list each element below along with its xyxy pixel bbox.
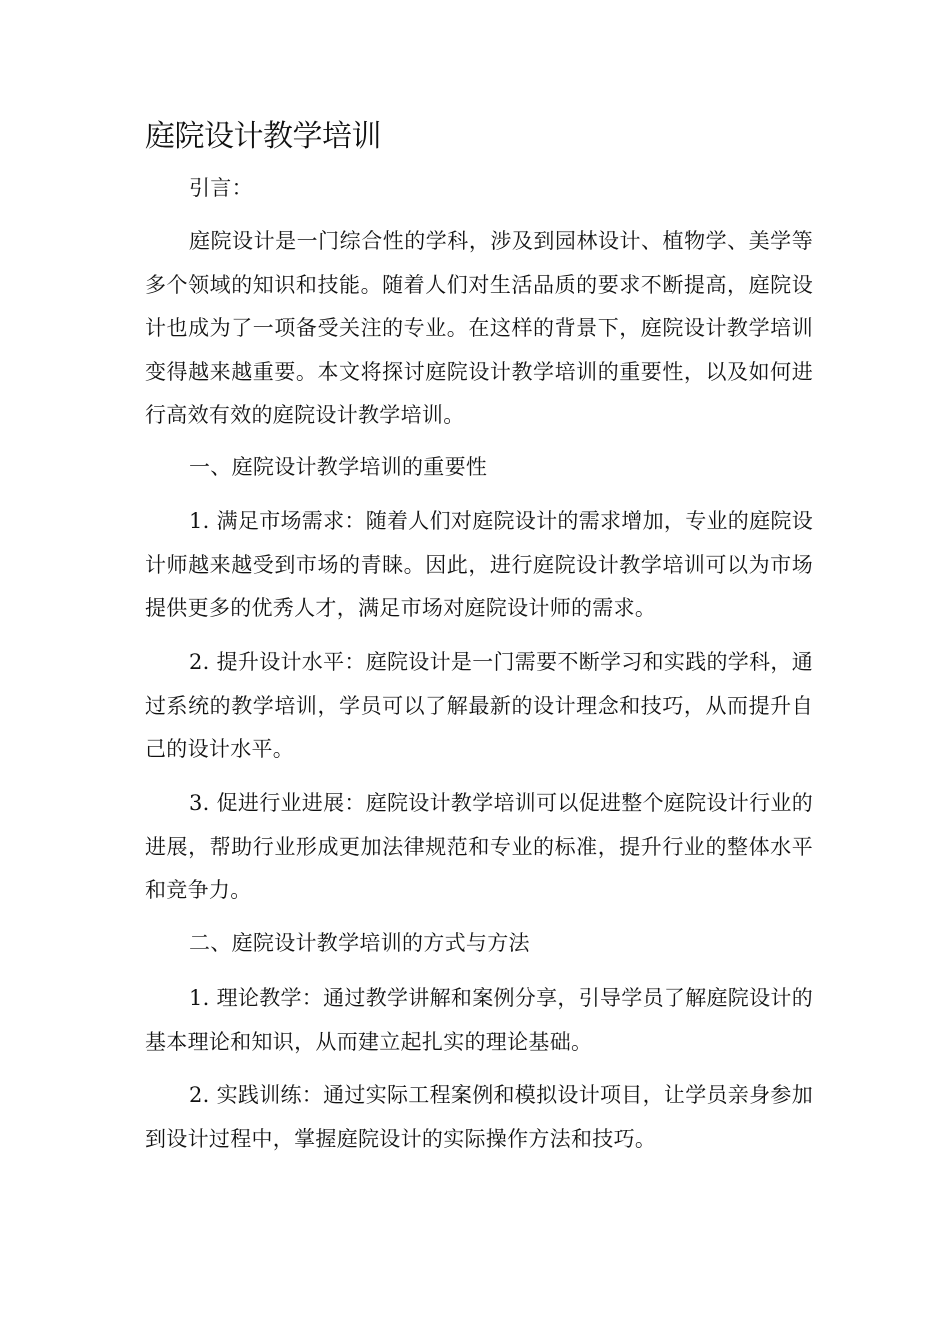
section2-item-1: 1. 理论教学：通过教学讲解和案例分享，引导学员了解庭院设计的基本理论和知识，从而建立起扎实的理论基础。 [145, 986, 814, 1054]
document-title: 庭院设计教学培训 [145, 119, 381, 154]
section2-heading: 二、庭院设计教学培训的方式与方法 [189, 931, 530, 955]
section2-item-2: 2. 实践训练：通过实际工程案例和模拟设计项目，让学员亲身参加到设计过程中，掌握庭院设计的实际操作方法和技巧。 [145, 1083, 814, 1151]
section1-item-2: 2. 提升设计水平：庭院设计是一门需要不断学习和实践的学科，通过系统的教学培训，学员可以了解最新的设计理念和技巧，从而提升自己的设计水平。 [145, 650, 814, 761]
intro-paragraph: 庭院设计是一门综合性的学科，涉及到园林设计、植物学、美学等多个领域的知识和技能。随着人们对生活品质的要求不断提高，庭院设计也成为了一项备受关注的专业。在这样的背景下，庭院设计教学培训变得越来越重要。本文将探讨庭院设计教学培训的重要性，以及如何进行高效有效的庭院设计教学培训。 [145, 229, 813, 427]
intro-label: 引言： [189, 176, 253, 200]
section1-item-3: 3. 促进行业进展：庭院设计教学培训可以促进整个庭院设计行业的进展，帮助行业形成更加法律规范和专业的标准，提升行业的整体水平和竞争力。 [145, 791, 814, 902]
section1-item-1: 1. 满足市场需求：随着人们对庭院设计的需求增加，专业的庭院设计师越来越受到市场的青睐。因此，进行庭院设计教学培训可以为市场提供更多的优秀人才，满足市场对庭院设计师的需求。 [145, 509, 814, 620]
section1-heading: 一、庭院设计教学培训的重要性 [189, 455, 488, 479]
